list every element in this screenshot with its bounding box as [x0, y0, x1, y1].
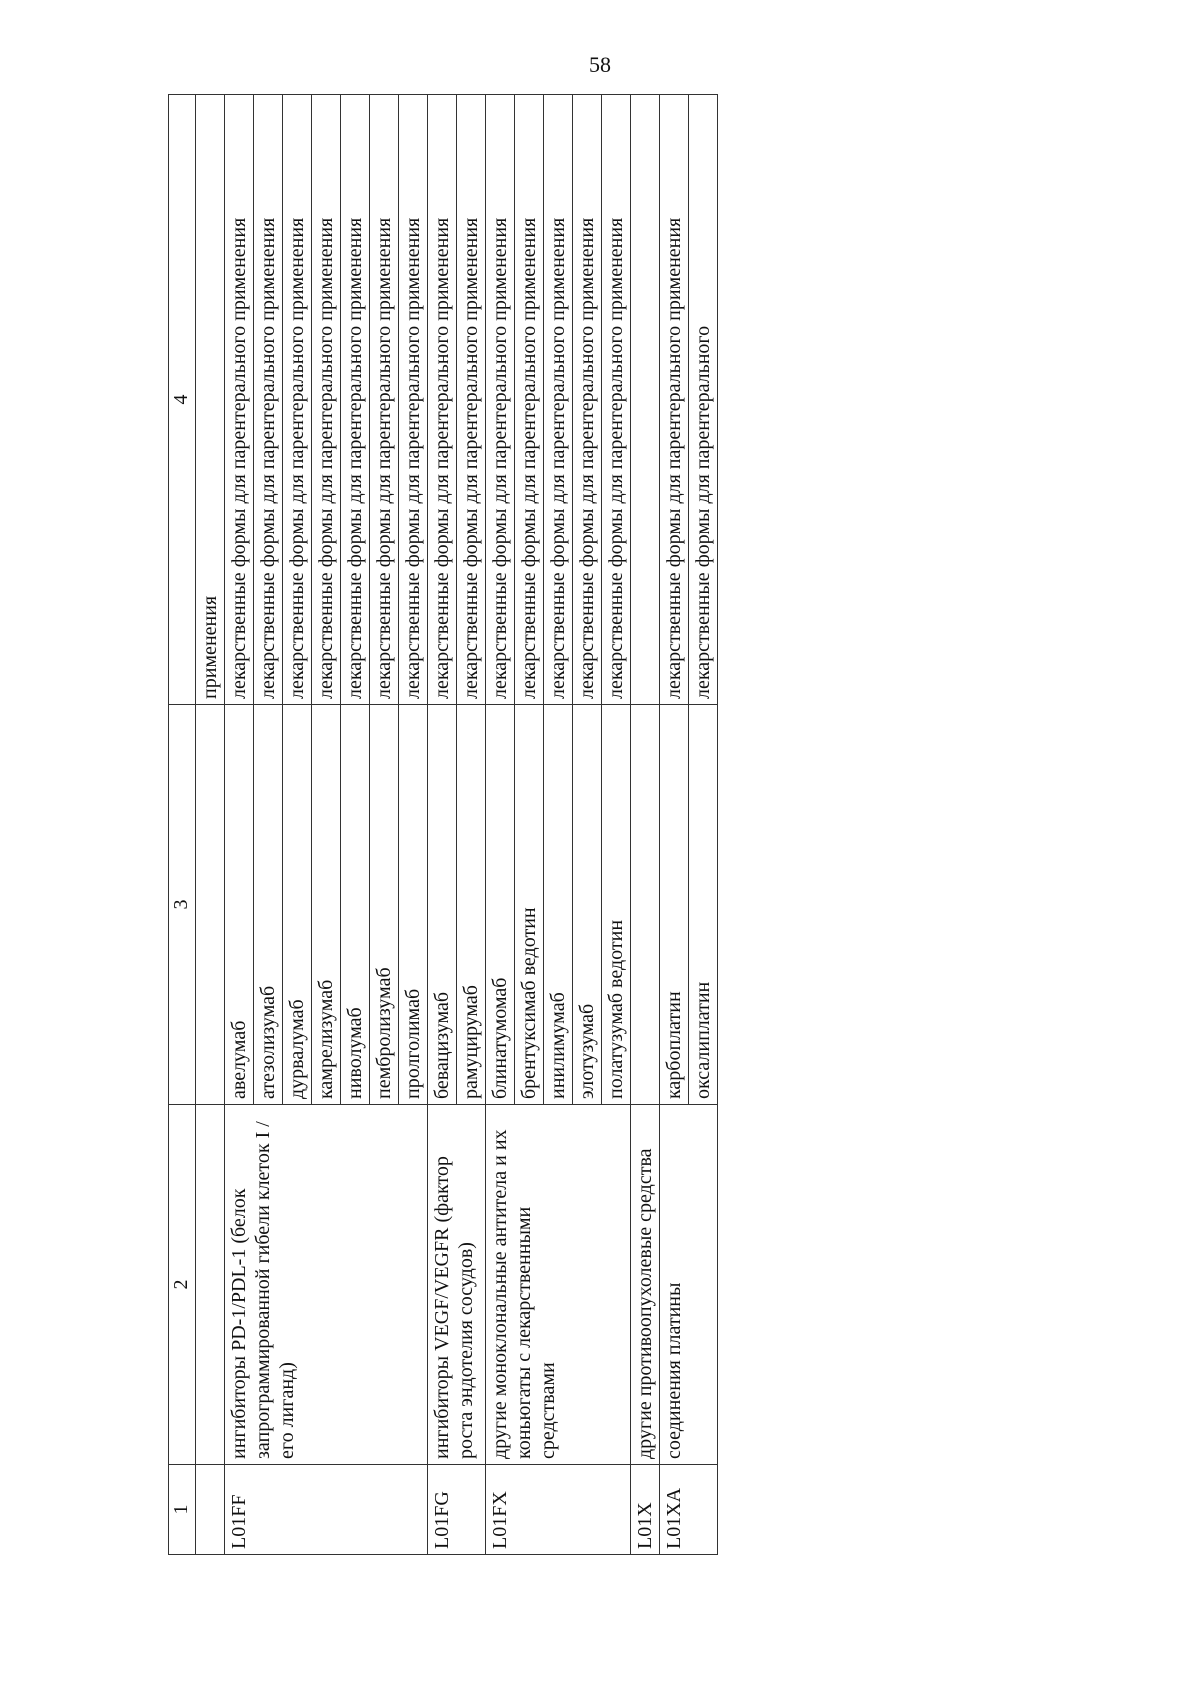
- atc-code: L01X: [631, 1465, 660, 1555]
- drug-name: ниволумаб: [341, 705, 370, 1105]
- group-name: ингибиторы PD-1/PDL-1 (белок запрограммированной гибели клеток I / его лиганд): [225, 1105, 428, 1465]
- dosage-form: лекарственные формы для парентерального применения: [370, 95, 399, 705]
- rotated-table-container: [168, 95, 1118, 1555]
- column-header-1: 1: [169, 1465, 196, 1555]
- table-row: [428, 95, 457, 1555]
- group-name: ингибиторы VEGF/VEGFR (фактор роста эндотелия сосудов): [428, 1105, 486, 1465]
- dosage-form: лекарственные формы для парентерального применения: [428, 95, 457, 705]
- drug-name: полатузумаб ведотин: [602, 705, 631, 1105]
- drug-name: дурвалумаб: [283, 705, 312, 1105]
- dosage-form: лекарственные формы для парентерального применения: [660, 95, 689, 705]
- continuation-text: применения: [196, 95, 225, 705]
- drug-name: элотузумаб: [573, 705, 602, 1105]
- drug-name: блинатумомаб: [486, 705, 515, 1105]
- dosage-form: лекарственные формы для парентерального применения: [312, 95, 341, 705]
- atc-code: L01FF: [225, 1465, 428, 1555]
- dosage-form: лекарственные формы для парентерального применения: [457, 95, 486, 705]
- continuation-row: [196, 95, 225, 1555]
- atc-code: L01FG: [428, 1465, 486, 1555]
- group-name: другие противоопухолевые средства: [631, 1105, 660, 1465]
- drug-name: брентуксимаб ведотин: [515, 705, 544, 1105]
- dosage-form: лекарственные формы для парентерального применения: [283, 95, 312, 705]
- table-row: [486, 95, 515, 1555]
- dosage-form: лекарственные формы для парентерального применения: [544, 95, 573, 705]
- drug-name: инилимумаб: [544, 705, 573, 1105]
- dosage-form: лекарственные формы для парентерального применения: [515, 95, 544, 705]
- drug-name: пролголимаб: [399, 705, 428, 1105]
- table-row: [631, 95, 660, 1555]
- dosage-form: лекарственные формы для парентерального применения: [573, 95, 602, 705]
- drug-name: камрелизумаб: [312, 705, 341, 1105]
- drug-name: атезолизумаб: [254, 705, 283, 1105]
- table-header-row: [169, 95, 196, 1555]
- dosage-form: лекарственные формы для парентерального применения: [486, 95, 515, 705]
- drug-name: авелумаб: [225, 705, 254, 1105]
- table-row: [660, 95, 689, 1555]
- drug-register-table: [168, 94, 718, 1555]
- page-number: 58: [589, 52, 611, 77]
- column-header-4: 4: [169, 95, 196, 705]
- drug-name: пембролизумаб: [370, 705, 399, 1105]
- atc-code: L01XA: [660, 1465, 718, 1555]
- column-header-2: 2: [169, 1105, 196, 1465]
- dosage-form: лекарственные формы для парентерального применения: [225, 95, 254, 705]
- dosage-form: лекарственные формы для парентерального применения: [341, 95, 370, 705]
- atc-code: L01FX: [486, 1465, 631, 1555]
- drug-name: бевацизумаб: [428, 705, 457, 1105]
- column-header-3: 3: [169, 705, 196, 1105]
- dosage-form: лекарственные формы для парентерального применения: [254, 95, 283, 705]
- drug-name: оксалиплатин: [689, 705, 718, 1105]
- drug-name: рамуцирумаб: [457, 705, 486, 1105]
- group-name: другие моноклональные антитела и их коньюгаты с лекарственными средствами: [486, 1105, 631, 1465]
- drug-name: карбоплатин: [660, 705, 689, 1105]
- dosage-form: лекарственные формы для парентерального применения: [399, 95, 428, 705]
- dosage-form: лекарственные формы для парентерального применения: [602, 95, 631, 705]
- dosage-form: лекарственные формы для парентерального: [689, 95, 718, 705]
- table-row: [225, 95, 254, 1555]
- group-name: соединения платины: [660, 1105, 718, 1465]
